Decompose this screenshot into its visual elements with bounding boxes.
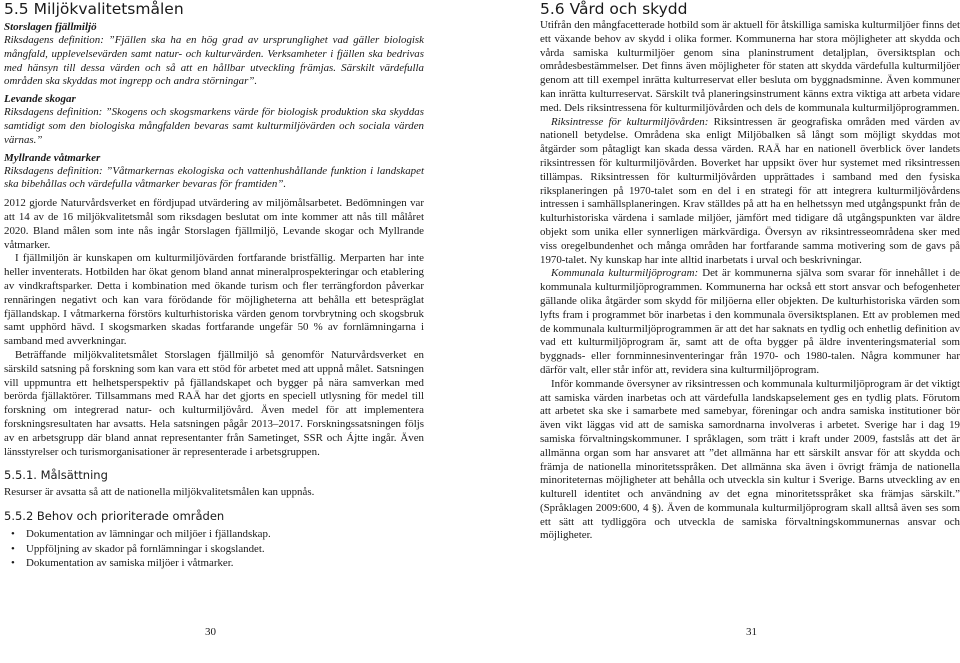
- goal-definition: Riksdagens definition: ”Skogens och skogsmarkens värde för biologisk produktion ska skyddas samtidigt som den biologiska mångfalden bevaras samt kulturmiljövärden och sociala värden värnas.”: [4, 106, 424, 146]
- list-item: • Dokumentation av lämningar och miljöer i fjällandskap.: [26, 527, 424, 542]
- goal-definition: Riksdagens definition: ”Fjällen ska ha en hög grad av ursprunglighet vad gäller biologisk mångfald, upplevelsevärden samt natur- och kulturvärden. Verksamheter i fjällen ska bedrivas med hänsyn till dessa värden och så att en hållbar utveckling främjas. Särskilt värdefulla områden ska skyddas mot ingrepp och andra störningar”.: [4, 34, 424, 88]
- goal-title: Levande skogar: [4, 93, 76, 106]
- priority-list: [4, 527, 424, 571]
- lead-in-label: Kommunala kulturmiljöprogram:: [551, 267, 699, 280]
- riksintresse-paragraph: [540, 116, 960, 268]
- right-page: [540, 0, 960, 543]
- goal-title: Myllrande våtmarker: [4, 151, 101, 164]
- goal-myllrande-vatmarker: [4, 151, 424, 193]
- section-heading-5-6: 5.6 Vård och skydd: [540, 0, 688, 18]
- page-number-left: 30: [205, 626, 216, 638]
- goal-title: Storslagen fjällmiljö: [4, 21, 97, 33]
- list-item: • Dokumentation av samiska miljöer i våtmarker.: [26, 556, 424, 571]
- lead-in-label: Riksintresse för kulturmiljövården:: [551, 115, 709, 128]
- page-number-right: 31: [746, 626, 757, 638]
- body-paragraph: Inför kommande översyner av riksintressen och kommunala kulturmiljöprogram är det viktigt att samiska värden inarbetas och att värdefulla landskapselement ges en tydlig plats. Förutom att arbetet ska ske i samarbete med samebyar, föreningar och andra samiska institutioner bör även vikt läggas vid att de samiska samordnarna involveras i arbetet. Sverige har i dag 19 samiska förvaltningskommuner. I språklagen, som trätt i kraft under 2009, fastslås att det är allmänna organ som har ansvaret att ”det allmänna har ett särskilt ansvar för att skydda och främja de nationella minoritetsspråken. Det allmänna ska även i övrigt främja de nationella minoriteternas möjligheter att behålla och utveckla sin kultur i Sverige. Barns utveckling av en kulturell identitet och användning av det egna minoritetsspråket ska främjas särskilt.” (Språklagen 2009:600, 4 §). Även de kommunala kulturmiljöprogram skall alltså även ses som ett sätt att tydliggöra och utveckla de samiska förvaltningskommunernas ansvar och möjligheter.: [540, 377, 960, 542]
- paragraph-text: Riksintressen är geografiska områden med värden av nationell betydelse. Områdena ska enligt Miljöbalken så långt som möjligt skyddas mot åtgärder som påtagligt kan skada dessa värden. RAÄ har en nationell överblick över landets riksintressen för kulturmiljövården. Boverket har uppsikt över hur systemet med riksintressen tillämpas. Riksintressen för kulturmiljövården upprättades i samband med den fysiska riksplaneringen på 1970-talet som en del i en strategi för att integrera kulturmiljövårdens intressen i samhällsplaneringen. Krav ställdes på att ha en helhetssyn med utgångspunkt från de kulturhistoriska värdena i samlade miljöer, jämfört med tidigare då utgångspunkten var äldre objekt som unika eller synnerligen märkvärdiga. Översyn av riksintresseområdena sker med viss oregelbundenhet och många områden har fortfarande samma motivering som de gavs på 1970-talet. Ny kunskap har inte alltid inarbetats i urval och beskrivningar.: [540, 115, 960, 266]
- kulturmiljoprogram-paragraph: [540, 267, 960, 377]
- paragraph-text: Det är kommunerna själva som svarar för innehållet i de kommunala kulturmiljöprogrammen. Kommunerna har också ett stort ansvar och befogenheter gällande olika åtgärder som skydd för miljöerna eller objekten. De kulturhistoriska värden som lyfts fram i programmet bör inarbetas i den kommunala översiktsplanen. Ett av problemen med de kommunala kulturmiljöprogrammen är att det har saknats en tydlig och enhetlig definition av vad ett kulturmiljöprogram är, samt att de ofta bygger på äldre inventeringsmaterial som byggnads- eller fornminnesinventeringar från 1970- och 1980-talen. Några kommuner har därför valt, eller står inför att, revidera sina kulturmiljöprogram.: [540, 267, 960, 376]
- body-paragraph: 2012 gjorde Naturvårdsverket en fördjupad utvärdering av miljömålsarbetet. Bedömningen var att 14 av de 16 miljökvalitetsmål som riksdagen beslutat om inte kommer att nås till målåret 2020. Bland målen som inte nås ingår Storslagen fjällmiljö, Levande skogar och Myllrande våtmarker.: [4, 197, 424, 251]
- subsection-heading-5-5-1: 5.5.1. Målsättning: [4, 468, 108, 483]
- list-item: • Uppföljning av skador på fornlämningar i skogslandet.: [26, 542, 424, 557]
- body-paragraph: Utifrån den mångfacetterade hotbild som är aktuell för åtskilliga samiska kulturmiljöer finns det ett växande behov av skydd i olika former. Kommunerna har stora möjligheter att skydda och vårda samiska kulturmiljöer genom sina planinstrument detaljplan, översiktsplan och områdesbestämmelser. Det finns även möjligheter för staten att skydda värdefulla kulturmiljöer genom att till exempel inrätta kulturreservat eller besluta om byggnadsminne. Även kommuner kan inrätta kulturreservat. Särskilt två planeringsinstrument känns extra viktiga att arbeta vidare med. Dels riksintressena för kulturmiljövården och dels de kommunala kulturmiljöprogrammen.: [540, 19, 960, 114]
- objective-text: Resurser är avsatta så att de nationella miljökvalitetsmålen kan uppnås.: [4, 486, 315, 499]
- body-paragraph: Beträffande miljökvalitetsmålet Storslagen fjällmiljö så genomför Naturvårdsverket en särskild satsning på forskning som kan vara ett stöd för arbetet med att uppnå målet. Satsningen vill uppmuntra ett helhetsperspektiv på fjällandskapet och bygger på nära samverkan med berörda fjällaktörer. Tillsammans med RAÄ har det gjorts en speciell utlysning för medel till forskning om integrerad natur- och kulturmiljövård. Även medel för att implementera forskningsresultaten har avsatts. Hela satsningen pågår 2013–2017. Forskningssatsningen följs av en arbetsgrupp där bland annat representanter från Sametinget, SSR och Ájtte ingår. Även länsstyrelser och turismorganisationer är representerade i arbetsgruppen.: [4, 348, 424, 458]
- body-paragraph: I fjällmiljön är kunskapen om kulturmiljövärden fortfarande bristfällig. Merparten har inte heller inventerats. Hotbilden har ökat genom bland annat mineralprospekteringar och etablering av vindkraftsparker. Detta i kombination med ökande turism och fler terrängfordon påverkar rennäringen negativt och kan vara förödande för möjligheterna att behålla ett betespräglat fjällandskap. I våtmarkerna förstörs kulturhistoriska värden genom torvbrytning och skogsbruk samt upphörd hävd. I skogsmarken skadas fortfarande ungefär 50 % av fornlämningarna i samband med avverkningar.: [4, 252, 424, 348]
- section-heading-5-5: 5.5 Miljökvalitetsmålen: [4, 0, 184, 18]
- left-page: [4, 0, 424, 571]
- goal-definition: Riksdagens definition: ”Våtmarkernas ekologiska och vattenhushållande funktion i landskapet ska bibehållas och värdefulla våtmarker bevaras för framtiden”.: [4, 164, 424, 191]
- subsection-heading-5-5-2: 5.5.2 Behov och prioriterade områden: [4, 509, 225, 524]
- goal-levande-skogar: [4, 92, 424, 147]
- goal-storslagen-fjallmiljo: [4, 20, 424, 89]
